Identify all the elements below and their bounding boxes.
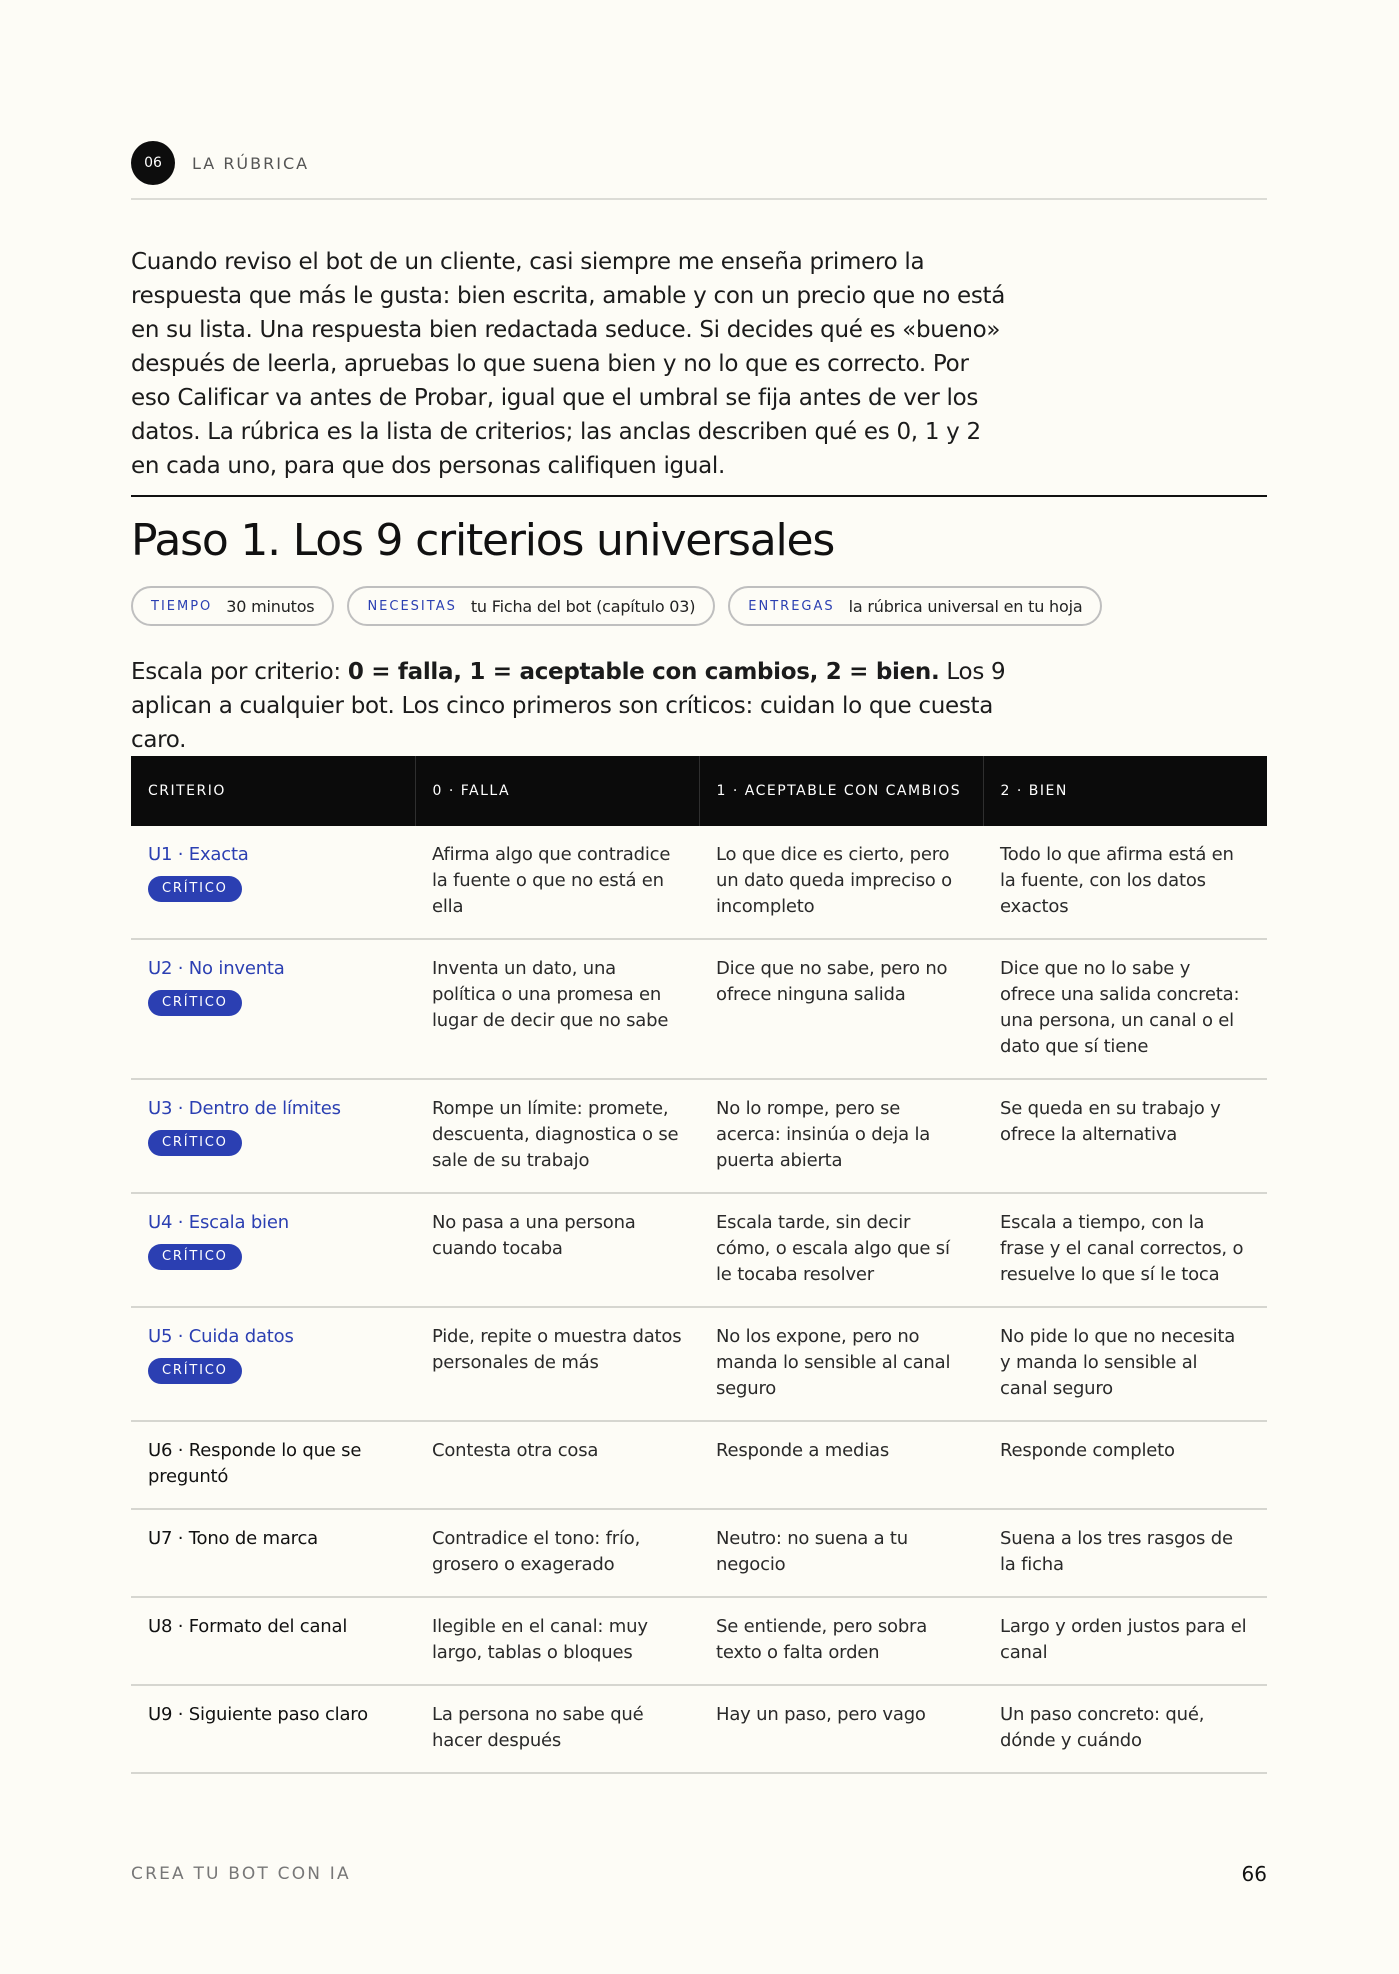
table-row (131, 1421, 1267, 1509)
good-anchor-cell: Todo lo que afirma está en la fuente, con los datos exactos (983, 826, 1267, 939)
critical-badge: CRÍTICO (148, 1244, 242, 1270)
good-anchor-cell: Suena a los tres rasgos de la ficha (983, 1509, 1267, 1597)
scale-paragraph (131, 655, 1011, 757)
good-anchor-cell: Escala a tiempo, con la frase y el canal correctos, o resuelve lo que sí le toca (983, 1193, 1267, 1307)
scale-prefix: Escala por criterio: (131, 659, 348, 685)
pill-key: TIEMPO (151, 598, 213, 614)
chapter-title: LA RÚBRICA (192, 153, 310, 173)
criterion-cell (131, 1079, 415, 1193)
column-header-good: 2 · BIEN (983, 756, 1267, 826)
fail-anchor-cell: Contradice el tono: frío, grosero o exagerado (415, 1509, 699, 1597)
pill-key: NECESITAS (367, 598, 457, 614)
table-row (131, 1509, 1267, 1597)
criterion-name: U4 · Escala bien (148, 1212, 289, 1233)
criterion-cell (131, 1421, 415, 1509)
critical-badge: CRÍTICO (148, 1130, 242, 1156)
fail-anchor-cell: Inventa un dato, una política o una promesa en lugar de decir que no sabe (415, 939, 699, 1079)
criterion-cell (131, 1597, 415, 1685)
criterion-cell (131, 826, 415, 939)
pill-key: ENTREGAS (748, 598, 835, 614)
fail-anchor-cell: Ilegible en el canal: muy largo, tablas o bloques (415, 1597, 699, 1685)
section-heading: Paso 1. Los 9 criterios universales (131, 515, 835, 566)
section-divider (131, 495, 1267, 497)
good-anchor-cell: Un paso concreto: qué, dónde y cuándo (983, 1685, 1267, 1773)
critical-badge: CRÍTICO (148, 990, 242, 1016)
table-row (131, 1685, 1267, 1773)
acceptable-anchor-cell: No los expone, pero no manda lo sensible al canal seguro (699, 1307, 983, 1421)
acceptable-anchor-cell: Responde a medias (699, 1421, 983, 1509)
pill-needs (347, 586, 715, 626)
criterion-name: U5 · Cuida datos (148, 1326, 294, 1347)
column-header-criterion: CRITERIO (131, 756, 415, 826)
criterion-name: U1 · Exacta (148, 844, 249, 865)
table-header-row (131, 756, 1267, 826)
pill-time (131, 586, 334, 626)
pill-deliverables (728, 586, 1102, 626)
good-anchor-cell: Largo y orden justos para el canal (983, 1597, 1267, 1685)
acceptable-anchor-cell: Hay un paso, pero vago (699, 1685, 983, 1773)
criterion-name: U7 · Tono de marca (148, 1528, 319, 1549)
criterion-name: U8 · Formato del canal (148, 1616, 348, 1637)
fail-anchor-cell: Afirma algo que contradice la fuente o que no está en ella (415, 826, 699, 939)
critical-badge: CRÍTICO (148, 876, 242, 902)
intro-paragraph: Cuando reviso el bot de un cliente, casi siempre me enseña primero la respuesta que más le gusta: bien escrita, amable y con un precio que no está en su lista. Una respuesta bien redactada seduce. Si decides qué es «bueno» después de leerla, apruebas lo que suena bien y no lo que es correcto. Por eso Calificar va antes de Probar, igual que el umbral se fija antes de ver los datos. La rúbrica es la lista de criterios; las anclas describen qué es 0, 1 y 2 en cada uno, para que dos personas califiquen igual. (131, 249, 1006, 479)
pill-value: 30 minutos (226, 596, 315, 616)
table-row (131, 1307, 1267, 1421)
fail-anchor-cell: Pide, repite o muestra datos personales de más (415, 1307, 699, 1421)
rubric-table (131, 756, 1267, 1774)
criterion-name: U3 · Dentro de límites (148, 1098, 341, 1119)
fail-anchor-cell: No pasa a una persona cuando tocaba (415, 1193, 699, 1307)
critical-badge: CRÍTICO (148, 1358, 242, 1384)
pill-value: tu Ficha del bot (capítulo 03) (470, 596, 696, 616)
good-anchor-cell: Dice que no lo sabe y ofrece una salida concreta: una persona, un canal o el dato que sí tiene (983, 939, 1267, 1079)
acceptable-anchor-cell: No lo rompe, pero se acerca: insinúa o deja la puerta abierta (699, 1079, 983, 1193)
fail-anchor-cell: Rompe un límite: promete, descuenta, diagnostica o se sale de su trabajo (415, 1079, 699, 1193)
chapter-header (131, 140, 309, 186)
criterion-cell (131, 1193, 415, 1307)
good-anchor-cell: Responde completo (983, 1421, 1267, 1509)
acceptable-anchor-cell: Lo que dice es cierto, pero un dato queda impreciso o incompleto (699, 826, 983, 939)
meta-pills (131, 586, 1102, 626)
footer-book-title: CREA TU BOT CON IA (131, 1864, 351, 1884)
criterion-cell (131, 1685, 415, 1773)
table-row (131, 1597, 1267, 1685)
table-row (131, 826, 1267, 939)
column-header-fail: 0 · FALLA (415, 756, 699, 826)
table-row (131, 1079, 1267, 1193)
table-row (131, 939, 1267, 1079)
criterion-cell (131, 1307, 415, 1421)
chapter-number-badge: 06 (131, 141, 175, 185)
pill-value: la rúbrica universal en tu hoja (848, 596, 1083, 616)
criterion-name: U2 · No inventa (148, 958, 285, 979)
fail-anchor-cell: Contesta otra cosa (415, 1421, 699, 1509)
criterion-cell (131, 1509, 415, 1597)
acceptable-anchor-cell: Se entiende, pero sobra texto o falta orden (699, 1597, 983, 1685)
good-anchor-cell: Se queda en su trabajo y ofrece la alternativa (983, 1079, 1267, 1193)
criterion-cell (131, 939, 415, 1079)
table-row (131, 1193, 1267, 1307)
fail-anchor-cell: La persona no sabe qué hacer después (415, 1685, 699, 1773)
table-body (131, 826, 1267, 1773)
header-divider (131, 198, 1267, 200)
criterion-name: U6 · Responde lo que se preguntó (148, 1440, 362, 1487)
column-header-acceptable: 1 · ACEPTABLE CON CAMBIOS (699, 756, 983, 826)
scale-suffix: Los 9 aplican a cualquier bot. Los cinco primeros son críticos: cuidan lo que cuesta caro. (131, 659, 1006, 753)
criterion-name: U9 · Siguiente paso claro (148, 1704, 368, 1725)
acceptable-anchor-cell: Escala tarde, sin decir cómo, o escala algo que sí le tocaba resolver (699, 1193, 983, 1307)
scale-bold: 0 = falla, 1 = aceptable con cambios, 2 = bien. (347, 659, 940, 685)
acceptable-anchor-cell: Neutro: no suena a tu negocio (699, 1509, 983, 1597)
good-anchor-cell: No pide lo que no necesita y manda lo sensible al canal seguro (983, 1307, 1267, 1421)
footer-page-number: 66 (1241, 1862, 1267, 1886)
acceptable-anchor-cell: Dice que no sabe, pero no ofrece ninguna salida (699, 939, 983, 1079)
